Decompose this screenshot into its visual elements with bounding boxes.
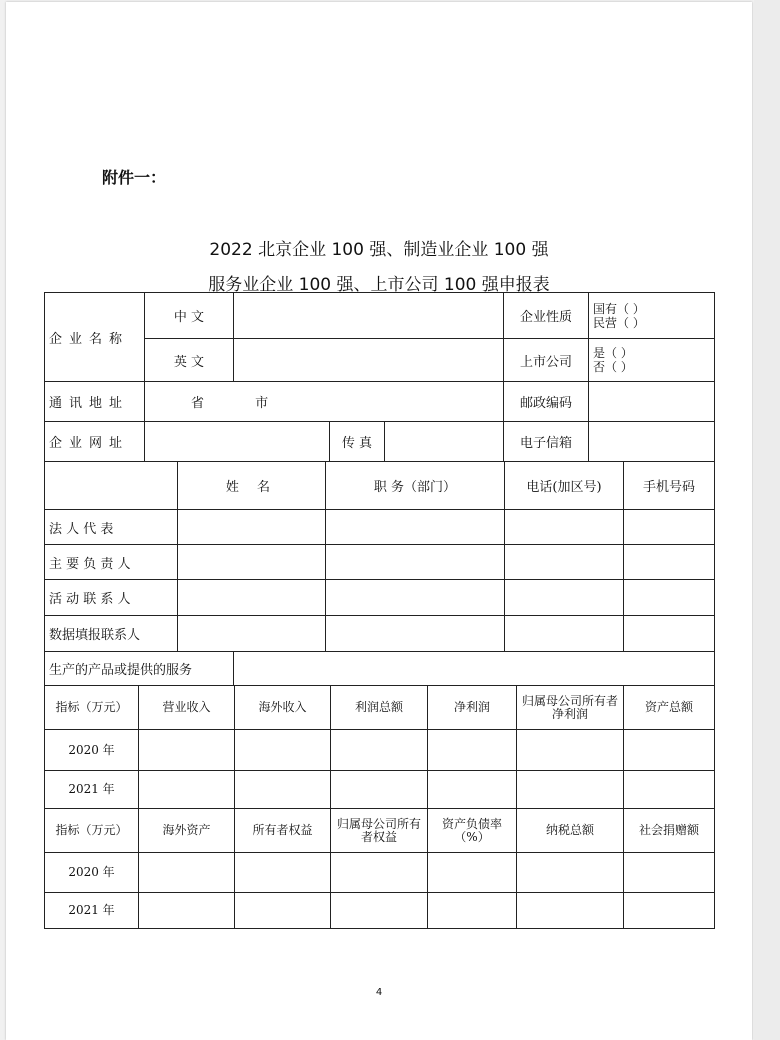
form-title-line2: 服务业企业 100 强、上市公司 100 强申报表: [208, 275, 550, 295]
contact-name-cell[interactable]: [178, 510, 326, 545]
products-label: 生产的产品或提供的服务: [45, 652, 234, 686]
contact-position-cell[interactable]: [326, 580, 505, 616]
metrics2-header-debt-ratio: 资产负债率（%）: [428, 809, 517, 853]
contacts-corner-cell: [45, 462, 178, 510]
metric-cell[interactable]: [331, 730, 428, 771]
metric-cell[interactable]: [235, 771, 331, 809]
contact-row-label: 活 动 联 系 人: [45, 580, 178, 616]
listed-company-field[interactable]: [589, 339, 715, 382]
email-label: 电子信箱: [504, 422, 589, 462]
metric-cell[interactable]: [331, 853, 428, 893]
fax-field[interactable]: [385, 422, 504, 462]
metrics2-header-donations: 社会捐赠额: [624, 809, 715, 853]
metrics1-header-total-assets: 资产总额: [624, 686, 715, 730]
financial-metrics-table-2: [44, 808, 715, 929]
contact-phone-cell[interactable]: [505, 616, 624, 652]
contact-row-label: 数据填报联系人: [45, 616, 178, 652]
address-field[interactable]: [145, 382, 504, 422]
contact-row-label: 主 要 负 责 人: [45, 545, 178, 580]
metrics1-header-net-profit: 净利润: [428, 686, 517, 730]
metric-cell[interactable]: [428, 893, 517, 929]
listed-no-option: 否（ ）: [593, 360, 633, 374]
nature-state-option: 国有（ ）: [593, 301, 645, 316]
metrics1-header-overseas-revenue: 海外收入: [235, 686, 331, 730]
metric-cell[interactable]: [624, 730, 715, 771]
listed-company-label: 上市公司: [504, 339, 589, 382]
viewer-scrollbar[interactable]: [754, 0, 780, 1040]
metric-cell[interactable]: [331, 771, 428, 809]
products-field[interactable]: [234, 652, 715, 686]
contacts-header-name: 姓 名: [178, 462, 326, 510]
metrics2-year-label: 2021 年: [45, 893, 139, 929]
contact-phone-cell[interactable]: [505, 510, 624, 545]
contact-mobile-cell[interactable]: [624, 616, 715, 652]
contact-position-cell[interactable]: [326, 616, 505, 652]
financial-metrics-table-1: [44, 685, 715, 809]
metric-cell[interactable]: [428, 771, 517, 809]
metric-cell[interactable]: [235, 730, 331, 771]
products-table: [44, 651, 715, 686]
metric-cell[interactable]: [517, 771, 624, 809]
contacts-header-mobile: 手机号码: [624, 462, 715, 510]
contact-phone-cell[interactable]: [505, 545, 624, 580]
metrics2-header-overseas-assets: 海外资产: [139, 809, 235, 853]
email-field[interactable]: [589, 422, 715, 462]
metrics1-header-total-profit: 利润总额: [331, 686, 428, 730]
metric-cell[interactable]: [517, 730, 624, 771]
metrics2-header-equity: 所有者权益: [235, 809, 331, 853]
metrics1-header-revenue: 营业收入: [139, 686, 235, 730]
contact-position-cell[interactable]: [326, 510, 505, 545]
metrics1-header-parent-net-profit: 归属母公司所有者净利润: [517, 686, 624, 730]
contact-phone-cell[interactable]: [505, 580, 624, 616]
contact-name-cell[interactable]: [178, 616, 326, 652]
company-nature-label: 企业性质: [504, 293, 589, 339]
company-info-table: [44, 292, 715, 462]
metric-cell[interactable]: [139, 893, 235, 929]
contacts-header-position: 职 务（部门）: [326, 462, 505, 510]
metric-cell[interactable]: [517, 893, 624, 929]
company-nature-field[interactable]: [589, 293, 715, 339]
website-label: 企业网址: [45, 422, 145, 462]
nature-private-option: 民营（ ）: [593, 315, 645, 330]
metrics1-year-label: 2021 年: [45, 771, 139, 809]
metric-cell[interactable]: [428, 730, 517, 771]
metric-cell[interactable]: [624, 853, 715, 893]
metric-cell[interactable]: [139, 730, 235, 771]
city-label: 市: [255, 396, 269, 411]
contact-name-cell[interactable]: [178, 580, 326, 616]
company-name-label: 企业名称: [45, 293, 145, 382]
metrics1-header-indicator: 指标（万元）: [45, 686, 139, 730]
contact-mobile-cell[interactable]: [624, 545, 715, 580]
contacts-table: [44, 461, 715, 652]
english-name-label: 英 文: [145, 339, 234, 382]
address-label: 通讯地址: [45, 382, 145, 422]
fax-label: 传 真: [330, 422, 385, 462]
metrics2-header-parent-equity: 归属母公司所有者权益: [331, 809, 428, 853]
contact-mobile-cell[interactable]: [624, 580, 715, 616]
metric-cell[interactable]: [139, 771, 235, 809]
metric-cell[interactable]: [624, 771, 715, 809]
postcode-label: 邮政编码: [504, 382, 589, 422]
metric-cell[interactable]: [235, 893, 331, 929]
metric-cell[interactable]: [428, 853, 517, 893]
contact-mobile-cell[interactable]: [624, 510, 715, 545]
metric-cell[interactable]: [624, 893, 715, 929]
chinese-name-label: 中 文: [145, 293, 234, 339]
contact-position-cell[interactable]: [326, 545, 505, 580]
metric-cell[interactable]: [517, 853, 624, 893]
metrics2-header-indicator: 指标（万元）: [45, 809, 139, 853]
metric-cell[interactable]: [139, 853, 235, 893]
metric-cell[interactable]: [235, 853, 331, 893]
metrics2-year-label: 2020 年: [45, 853, 139, 893]
province-label: 省: [190, 396, 204, 411]
listed-yes-option: 是（ ）: [593, 346, 633, 360]
postcode-field[interactable]: [589, 382, 715, 422]
metrics1-year-label: 2020 年: [45, 730, 139, 771]
chinese-name-field[interactable]: [234, 293, 504, 339]
contact-row-label: 法 人 代 表: [45, 510, 178, 545]
document-page: [6, 2, 752, 1040]
contacts-header-phone: 电话(加区号): [505, 462, 624, 510]
form-title-line1: 2022 北京企业 100 强、制造业企业 100 强: [209, 240, 549, 260]
metric-cell[interactable]: [331, 893, 428, 929]
english-name-field[interactable]: [234, 339, 504, 382]
website-field[interactable]: [145, 422, 330, 462]
page-number: 4: [375, 987, 383, 998]
contact-name-cell[interactable]: [178, 545, 326, 580]
attachment-label: 附件一：: [102, 168, 167, 187]
metrics2-header-total-tax: 纳税总额: [517, 809, 624, 853]
